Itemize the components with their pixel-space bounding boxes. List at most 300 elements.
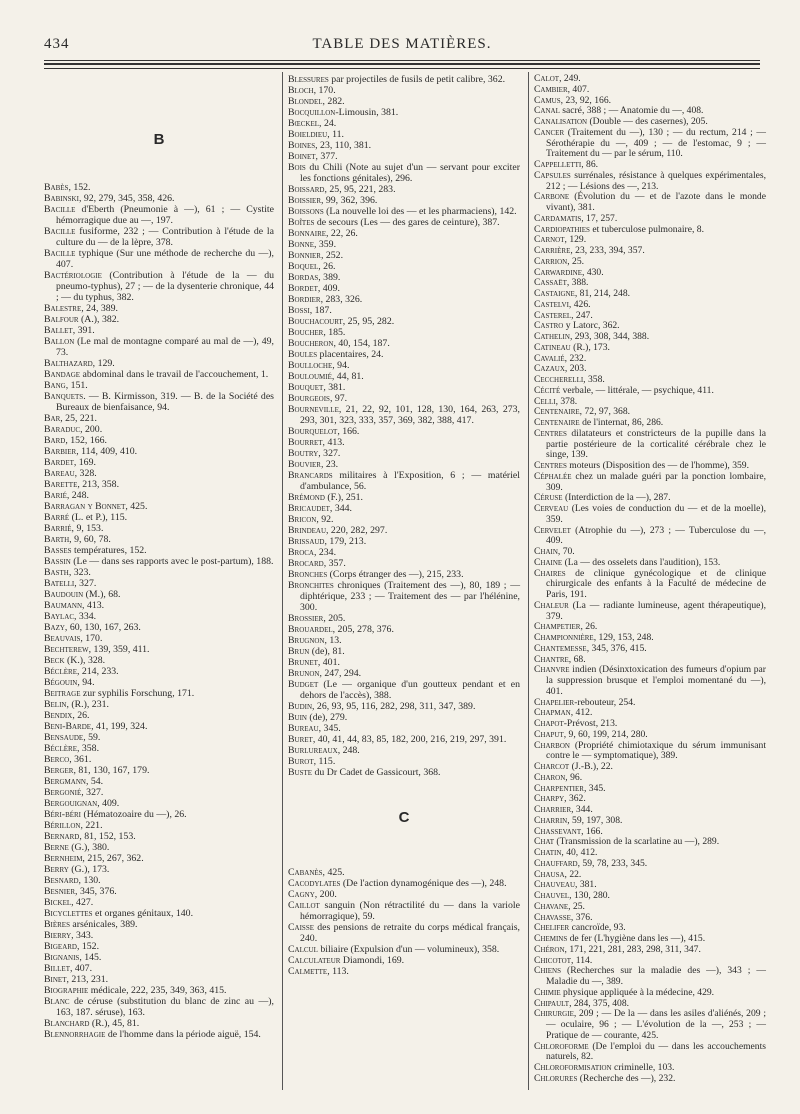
index-entry: [288, 360, 520, 371]
entry-headword: Bacille: [44, 226, 76, 237]
entry-references: , 430.: [582, 266, 604, 278]
entry-references: Diamondi, 169.: [340, 955, 405, 966]
entry-headword: Bocquillon: [288, 107, 336, 118]
entry-references: , 40, 412.: [561, 847, 598, 858]
entry-headword: Bricon: [288, 514, 317, 525]
entry-headword: Brunet: [288, 657, 318, 668]
index-entry: [44, 534, 274, 545]
entry-headword: Cerveau: [534, 503, 569, 514]
entry-references: (F.), 251.: [324, 492, 364, 503]
index-entry: [534, 504, 766, 526]
entry-references: de fer (L'hygiène dans les —), 415.: [567, 933, 706, 944]
entry-headword: Chapelier: [534, 696, 575, 708]
entry-references: , 81, 214, 248.: [574, 288, 631, 299]
entry-headword: Bœckel: [288, 118, 320, 129]
entry-headword: Cancer: [534, 126, 565, 138]
entry-headword: Bonnaire: [288, 228, 327, 239]
index-entry: [44, 798, 274, 809]
entry-headword: Blanchard: [44, 1018, 90, 1029]
entry-references: , 185.: [323, 327, 346, 338]
entry-references: et organes génitaux, 140.: [92, 908, 194, 919]
section-letter-c: C: [398, 809, 410, 826]
entry-references: , 214, 233.: [76, 666, 119, 677]
entry-references: , 17, 257.: [581, 212, 618, 224]
entry-headword: Carnot: [534, 234, 565, 246]
entry-references: , 170.: [80, 633, 103, 644]
entry-references: , 139, 359, 411.: [88, 644, 150, 655]
entry-references: , 249.: [559, 73, 581, 84]
entry-headword: Chaleur: [534, 599, 569, 611]
entry-headword: Barré: [44, 512, 70, 523]
entry-headword: Barrié: [44, 523, 72, 534]
entry-references: (De l'action dynamogénique des —), 248.: [340, 878, 507, 889]
index-entry: [288, 426, 520, 437]
entry-references: , 44, 81.: [331, 371, 364, 382]
index-entry: [44, 655, 274, 666]
entry-references: , 170.: [313, 85, 336, 96]
index-entry: [44, 314, 274, 325]
entry-references: (Propriété chimiotaxique du sérum immunisant contre le — symptomatique), 389.: [546, 739, 766, 762]
entry-references: du Dr Cadet de Gassicourt, 368.: [312, 767, 441, 778]
entry-references: , 388.: [566, 277, 589, 289]
entry-references: , 427.: [71, 897, 94, 908]
entry-headword: Casterel: [534, 309, 572, 321]
entry-headword: Bois: [288, 162, 306, 173]
index-entry: [44, 589, 274, 600]
entry-headword: Charrin: [534, 814, 568, 826]
entry-headword: Berne: [44, 842, 69, 853]
entry-headword: Bordas: [288, 272, 319, 283]
entry-references: , 130, 280.: [569, 890, 610, 901]
entry-headword: Beck: [44, 655, 65, 666]
index-entry: [534, 472, 766, 494]
entry-headword: Catineau: [534, 341, 571, 353]
index-entry: [288, 756, 520, 767]
entry-headword: Boutry: [288, 448, 319, 459]
entry-references: , 25.: [567, 255, 585, 267]
entry-headword: Chapot: [534, 718, 564, 729]
entry-references: du Chili (Note au sujet d'un — servant pour exciter les fonctions génitales), 296.: [300, 162, 520, 184]
entry-references: , 209 ; — De la — dans les asiles d'aliénés, 209 ; — oculaire, 96 ; — L'évolution de la —, 253 ; — Pratique de — courante, 425.: [546, 1008, 766, 1041]
entry-headword: Chemins: [534, 933, 568, 944]
index-entry: [288, 316, 520, 327]
entry-headword: Batelli: [44, 578, 75, 589]
entry-headword: Centenaire: [534, 406, 580, 418]
entry-references: (La — radiante lumineuse, agent thérapeutique), 379.: [546, 599, 766, 622]
index-entry: [534, 192, 766, 214]
entry-headword: Chanvre: [534, 664, 570, 676]
index-entry: [44, 446, 274, 457]
index-entry: [288, 712, 520, 723]
section-letter-b: B: [153, 131, 165, 148]
entry-references: , 284, 375, 408.: [569, 997, 630, 1009]
index-entry: [44, 710, 274, 721]
index-entry: [44, 853, 274, 864]
entry-headword: Bouchacourt: [288, 316, 343, 327]
entry-headword: Bignanis: [44, 952, 80, 963]
entry-references: , 413.: [82, 600, 105, 611]
index-entry: [288, 745, 520, 756]
entry-references: , 60, 130, 167, 263.: [64, 622, 141, 633]
entry-headword: Bourquelot: [288, 426, 338, 437]
entry-references: (G.), 173.: [68, 864, 110, 875]
index-entry: [288, 679, 520, 701]
entry-headword: Brouardel: [288, 624, 333, 635]
entry-references: (Hématozoaire du —), 26.: [81, 809, 187, 820]
entry-references: , 94.: [77, 677, 95, 688]
entry-references: , 92, 279, 345, 358, 426.: [78, 193, 175, 204]
entry-references: , 248.: [337, 745, 360, 756]
entry-references: , 426.: [568, 298, 591, 310]
entry-references: , 327.: [318, 448, 341, 459]
entry-headword: Castelvi: [534, 298, 569, 310]
entry-headword: Buin: [288, 712, 307, 723]
index-entry: [534, 171, 766, 193]
index-entry: [44, 369, 274, 380]
entry-headword: Béclère: [44, 743, 77, 754]
index-entry: [534, 665, 766, 697]
entry-references: , 9, 153.: [71, 523, 104, 534]
entry-headword: Brémond: [288, 492, 325, 503]
index-entry: [288, 382, 520, 393]
entry-headword: Bourret: [288, 437, 323, 448]
entry-headword: Brugnon: [288, 635, 325, 646]
entry-headword: Berry: [44, 864, 69, 875]
index-entry: [288, 448, 520, 459]
entry-headword: Broca: [288, 547, 314, 558]
entry-references: , 22.: [564, 868, 582, 880]
entry-headword: Chantre: [534, 653, 569, 665]
index-column-2: [288, 74, 520, 977]
entry-references: , 293, 308, 344, 388.: [569, 331, 650, 342]
index-entry: [44, 842, 274, 853]
index-entry: [534, 429, 766, 461]
index-entry: [44, 919, 274, 930]
index-entry: [44, 776, 274, 787]
entry-headword: Balestre: [44, 303, 82, 314]
entry-references: par projectiles de fusils de petit calibre, 362.: [328, 74, 506, 85]
entry-references: , 358.: [583, 374, 605, 385]
entry-headword: Chloroforme: [534, 1040, 589, 1052]
entry-headword: Chapman: [534, 707, 571, 719]
entry-headword: Chatin: [534, 847, 562, 858]
column-divider: [282, 72, 283, 1090]
index-entry: [44, 864, 274, 875]
entry-headword: Chaires: [534, 567, 566, 579]
entry-references: , 200.: [80, 424, 103, 435]
entry-headword: Boissons: [288, 206, 324, 217]
entry-headword: Centenaire: [534, 417, 580, 428]
entry-headword: Chain: [534, 546, 558, 557]
entry-headword: Bareau: [44, 468, 75, 479]
index-entry: [44, 699, 274, 710]
entry-headword: Ceccherelli: [534, 374, 584, 385]
entry-references: (Le mal de montagne comparé au mal de —), 49, 73.: [56, 336, 274, 358]
entry-headword: Calmette: [288, 966, 328, 977]
entry-headword: Chausa: [534, 868, 565, 880]
entry-headword: Chaput: [534, 728, 564, 740]
entry-references: , 361.: [69, 754, 92, 765]
index-entry: [288, 118, 520, 129]
entry-references: (A.), 382.: [78, 314, 120, 325]
index-entry: [288, 250, 520, 261]
entry-references: arsénicales, 389.: [69, 919, 138, 930]
entry-headword: Burlureaux: [288, 745, 338, 756]
entry-headword: Cambier: [534, 83, 568, 95]
index-entry: [44, 754, 274, 765]
entry-references: médicale, 222, 235, 349, 363, 415.: [88, 985, 227, 996]
entry-headword: Caisse: [288, 922, 314, 933]
entry-references: (Atrophie du —), 273 ; — Tuberculose du —, 409.: [546, 524, 766, 547]
entry-references: de l'internat, 86, 286.: [579, 417, 664, 428]
entry-headword: Boissier: [288, 195, 321, 206]
entry-headword: Blennorrhagie: [44, 1029, 106, 1040]
entry-references: (Les voies de conduction du — et de la moelle), 359.: [546, 503, 766, 525]
entry-references: , 221.: [80, 820, 103, 831]
index-entry: [44, 688, 274, 699]
entry-references: d'Eberth (Pneumonie à —), 61 ; — Cystite hémorragique due au —, 197.: [56, 204, 274, 226]
entry-references: , 413.: [322, 437, 345, 448]
index-entry: [288, 283, 520, 294]
index-entry: [288, 900, 520, 922]
index-entry: [534, 128, 766, 160]
index-entry: [44, 1029, 274, 1040]
entry-references: , 41, 199, 324.: [91, 721, 148, 732]
entry-headword: Béclère: [44, 666, 77, 677]
index-entry: [44, 391, 274, 413]
index-entry: [288, 239, 520, 250]
entry-references: , 282.: [322, 96, 345, 107]
entry-references: et tuberculose pulmonaire, 8.: [589, 223, 704, 235]
index-entry: [288, 668, 520, 679]
entry-references: physique appliquée à la médecine, 429.: [560, 986, 715, 998]
entry-headword: Budget: [288, 679, 319, 690]
entry-references: (Le — organique d'un goutteux pendant et en dehors de l'accès), 388.: [300, 679, 520, 701]
entry-headword: Boines: [288, 140, 316, 151]
entry-references: , 327.: [74, 578, 97, 589]
entry-headword: Bacille: [44, 204, 76, 215]
index-entry: [288, 338, 520, 349]
entry-references: , 232.: [564, 352, 587, 364]
entry-headword: Charcot: [534, 761, 570, 772]
entry-references: , 409.: [97, 798, 120, 809]
entry-headword: Cavalié: [534, 352, 565, 364]
entry-headword: Cathelin: [534, 331, 570, 342]
entry-headword: Carbone: [534, 191, 570, 203]
entry-headword: Championnière: [534, 632, 594, 643]
index-entry: [288, 272, 520, 283]
entry-references: fusiforme, 232 ; — Contribution à l'étude de la culture du — de la lèpre, 378.: [56, 226, 274, 248]
index-entry: [44, 952, 274, 963]
entry-headword: Baylac: [44, 611, 75, 622]
entry-headword: Carrière: [534, 245, 571, 256]
entry-headword: Camus: [534, 94, 561, 106]
entry-references: , 409.: [317, 283, 340, 294]
index-entry: [44, 325, 274, 336]
entry-headword: Boissard: [288, 184, 325, 195]
index-entry: [44, 743, 274, 754]
entry-references: de l'homme dans la période aiguë, 154.: [105, 1029, 261, 1040]
entry-references: , 26.: [318, 261, 336, 272]
entry-headword: Brissaud: [288, 536, 325, 547]
entry-headword: Bérillon: [44, 820, 81, 831]
entry-headword: Bonne: [288, 239, 314, 250]
entry-references: , 25.: [568, 900, 585, 912]
index-entry: [44, 490, 274, 501]
entry-headword: Bactériologie: [44, 270, 102, 281]
index-entry: [44, 512, 274, 523]
index-entry: [44, 985, 274, 996]
entry-headword: Baudouin: [44, 589, 84, 600]
entry-references: , 40, 154, 187.: [333, 338, 390, 349]
entry-references: criminelle, 103.: [611, 1062, 675, 1073]
index-entry: [288, 437, 520, 448]
index-entry: [44, 941, 274, 952]
entry-references: (Recherches sur la maladie des —), 343 ; — Maladie du —, 389.: [546, 965, 766, 987]
index-entry: [44, 974, 274, 985]
entry-references: , 152, 166.: [65, 435, 107, 446]
entry-references: , 425.: [322, 867, 345, 878]
entry-references: (Le — dans ses rapports avec le post-partum), 188.: [70, 556, 274, 567]
index-entry: [534, 741, 766, 763]
index-entry: [44, 578, 274, 589]
entry-headword: Bourneville: [288, 404, 339, 415]
entry-references: , 200.: [314, 889, 337, 900]
entry-headword: Brindeau: [288, 525, 327, 536]
entry-references: , 86.: [581, 159, 599, 170]
index-entry: [288, 371, 520, 382]
entry-references: typhique (Sur une méthode de recherche du —), 407.: [56, 248, 274, 270]
entry-references: (K.), 328.: [64, 655, 106, 666]
entry-headword: Bazy: [44, 622, 65, 633]
index-entry: [288, 547, 520, 558]
entry-references: , 97.: [329, 393, 348, 404]
index-entry: [288, 525, 520, 536]
entry-headword: Béri-béri: [44, 809, 82, 820]
index-entry: [44, 556, 274, 567]
entry-references: , 283, 326.: [320, 294, 363, 305]
entry-headword: Bergonié: [44, 787, 82, 798]
entry-references: , 94.: [332, 360, 350, 371]
index-entry: [44, 457, 274, 468]
entry-headword: Bureau: [288, 723, 319, 734]
entry-headword: Barbier: [44, 446, 77, 457]
index-entry: [288, 96, 520, 107]
index-entry: [288, 889, 520, 900]
entry-headword: Boucheron: [288, 338, 334, 349]
entry-references: , 114.: [571, 954, 593, 966]
entry-headword: Castro: [534, 320, 564, 332]
index-entry: [44, 424, 274, 435]
entry-headword: Bard: [44, 435, 66, 446]
page-number: 434: [44, 36, 70, 52]
entry-headword: Boieldieu: [288, 129, 328, 140]
entry-headword: Calot: [534, 73, 560, 84]
index-entry: [44, 677, 274, 688]
entry-references: de céruse (substitution du blanc de zinc au —), 163, 187. séruse), 163.: [56, 996, 274, 1018]
entry-headword: Charbon: [534, 739, 570, 751]
entry-headword: Centres: [534, 460, 567, 471]
entry-references: , 203.: [564, 363, 587, 375]
entry-headword: Chiens: [534, 965, 562, 977]
entry-references: , 345, 376, 415.: [586, 642, 647, 654]
entry-references: de clinique gynécologique et de clinique chirurgicale des enfants à la Faculté de médecine de Paris, 191.: [546, 567, 766, 600]
index-entry: [44, 787, 274, 798]
index-entry: [288, 503, 520, 514]
entry-references: , 9, 60, 199, 214, 280.: [563, 728, 648, 740]
index-entry: [44, 413, 274, 424]
index-entry: [288, 613, 520, 624]
entry-headword: Banquets: [44, 391, 84, 402]
entry-headword: Bechterew: [44, 644, 89, 655]
index-entry: [288, 195, 520, 206]
entry-references: des pensions de retraite du corps médical français, 240.: [300, 922, 520, 944]
entry-references: , 234.: [313, 547, 337, 558]
entry-headword: Chauffard: [534, 857, 578, 869]
entry-headword: Bronchites: [288, 580, 334, 591]
entry-references: , 171, 221, 281, 283, 298, 311, 347.: [564, 943, 701, 955]
entry-references: , 187.: [309, 305, 332, 316]
entry-references: , 23, 233, 394, 357.: [570, 245, 645, 256]
entry-headword: Céruse: [534, 492, 563, 504]
entry-references: , 247.: [571, 309, 593, 321]
entry-headword: Baumann: [44, 600, 83, 611]
entry-headword: Bigeard: [44, 941, 77, 952]
index-entry: [534, 601, 766, 623]
entry-references: , 205, 278, 376.: [332, 624, 394, 635]
index-entry: [288, 184, 520, 195]
entry-references: , 334.: [74, 611, 97, 622]
index-entry: [288, 393, 520, 404]
index-entry: [288, 514, 520, 525]
entry-headword: Boîtes: [288, 217, 315, 228]
entry-references: biliaire (Expulsion d'un — volumineux), 358.: [317, 944, 500, 955]
entry-references: , 96.: [565, 771, 583, 783]
entry-references: sanguin (Non rétractilité du — dans la variole hémorragique), 59.: [300, 900, 520, 922]
entry-headword: Billet: [44, 963, 70, 974]
entry-references: , 358.: [76, 743, 100, 754]
entry-references: , 344.: [329, 503, 352, 514]
entry-references: , 129, 153, 248.: [593, 632, 654, 643]
entry-references: , 376.: [570, 911, 593, 923]
entry-headword: Chauvel: [534, 890, 570, 901]
entry-headword: Brocard: [288, 558, 324, 569]
entry-headword: Calcul: [288, 944, 318, 955]
entry-references: , 407.: [69, 963, 93, 974]
index-entry: [44, 633, 274, 644]
entry-headword: Blanc: [44, 996, 70, 1007]
entry-headword: Chicotot: [534, 954, 571, 966]
entry-references: (Double — des casernes), 205.: [587, 116, 708, 127]
entry-headword: Cacodylates: [288, 878, 341, 889]
index-entry: [534, 1009, 766, 1041]
entry-references: , 205.: [323, 613, 346, 624]
entry-references: (Transmission de la scarlatine au —), 289.: [554, 836, 720, 848]
entry-references: , 378.: [555, 395, 578, 407]
entry-headword: Chauveau: [534, 879, 576, 891]
entry-references: (R.), 173.: [570, 341, 610, 353]
entry-references: , 357.: [323, 558, 346, 569]
index-entry: [288, 107, 520, 118]
entry-headword: Bières: [44, 919, 70, 930]
index-entry: [44, 358, 274, 369]
entry-headword: Bordet: [288, 283, 318, 294]
index-entry: [44, 226, 274, 248]
entry-references: (La nouvelle loi des — et les pharmaciens), 142.: [323, 206, 517, 217]
index-entry: [44, 270, 274, 303]
entry-references: , 59.: [83, 732, 101, 743]
entry-references: , 252.: [320, 250, 344, 261]
